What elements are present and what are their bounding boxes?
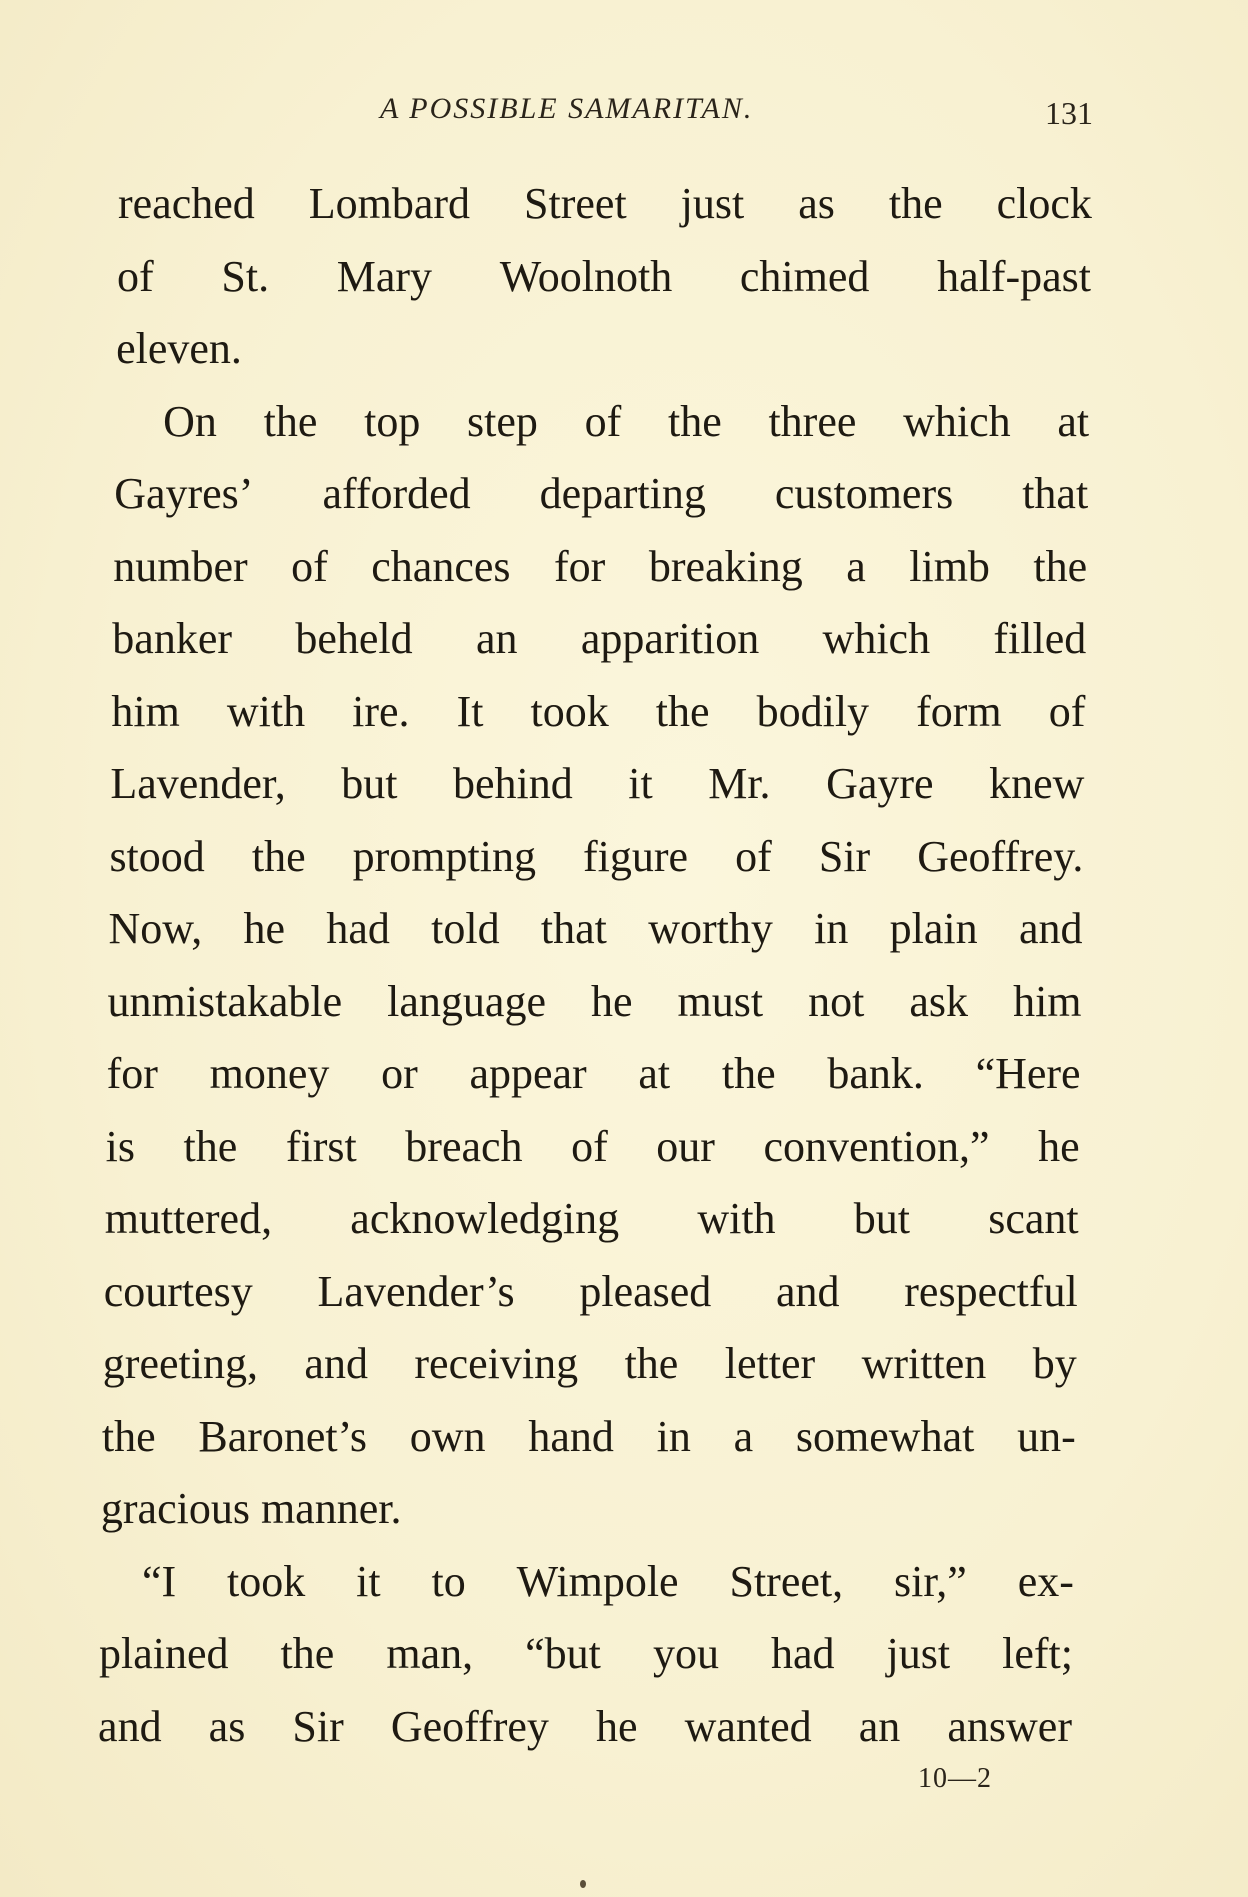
text-line: him with ire. It took the bodily form of (111, 686, 1086, 736)
text-line: “I took it to Wimpole Street, sir,” ex- (141, 1556, 1074, 1606)
text-line: Gayres’ afforded departing customers that (114, 469, 1089, 518)
text-line: Lavender, but behind it Mr. Gayre knew (110, 759, 1085, 808)
text-line: muttered, acknowledging with but scant (104, 1194, 1079, 1243)
text-line: and as Sir Geoffrey he wanted an answer (98, 1701, 1072, 1751)
text-line: the Baronet’s own hand in a somewhat un- (101, 1411, 1076, 1461)
text-line: unmistakable language he must not ask him (107, 976, 1082, 1026)
text-line: greeting, and receiving the letter written by (102, 1339, 1077, 1388)
text-line: courtesy Lavender’s pleased and respectful (103, 1266, 1078, 1316)
text-line: gracious manner. (100, 1484, 402, 1533)
text-line: On the top step of the three which at (163, 396, 1090, 446)
text-line: Now, he had told that worthy in plain and (108, 904, 1083, 953)
running-head: A POSSIBLE SAMARITAN. (380, 92, 754, 125)
text-line: banker beheld an apparition which filled (112, 614, 1087, 663)
text-line: number of chances for breaking a limb the (113, 541, 1088, 591)
text-line: for money or appear at the bank. “Here (106, 1049, 1081, 1098)
text-line: plained the man, “but you had just left; (99, 1629, 1073, 1678)
paper-speck (580, 1880, 586, 1888)
signature-mark: 10—2 (918, 1763, 992, 1794)
text-line: reached Lombard Street just as the clock (118, 179, 1092, 228)
text-line: of St. Mary Woolnoth chimed half-past (117, 251, 1091, 301)
text-line: is the first breach of our convention,” he (105, 1121, 1080, 1171)
text-line: stood the prompting figure of Sir Geoffrey. (109, 831, 1084, 881)
page-number: 131 (1045, 95, 1093, 131)
text-line: eleven. (116, 324, 242, 373)
